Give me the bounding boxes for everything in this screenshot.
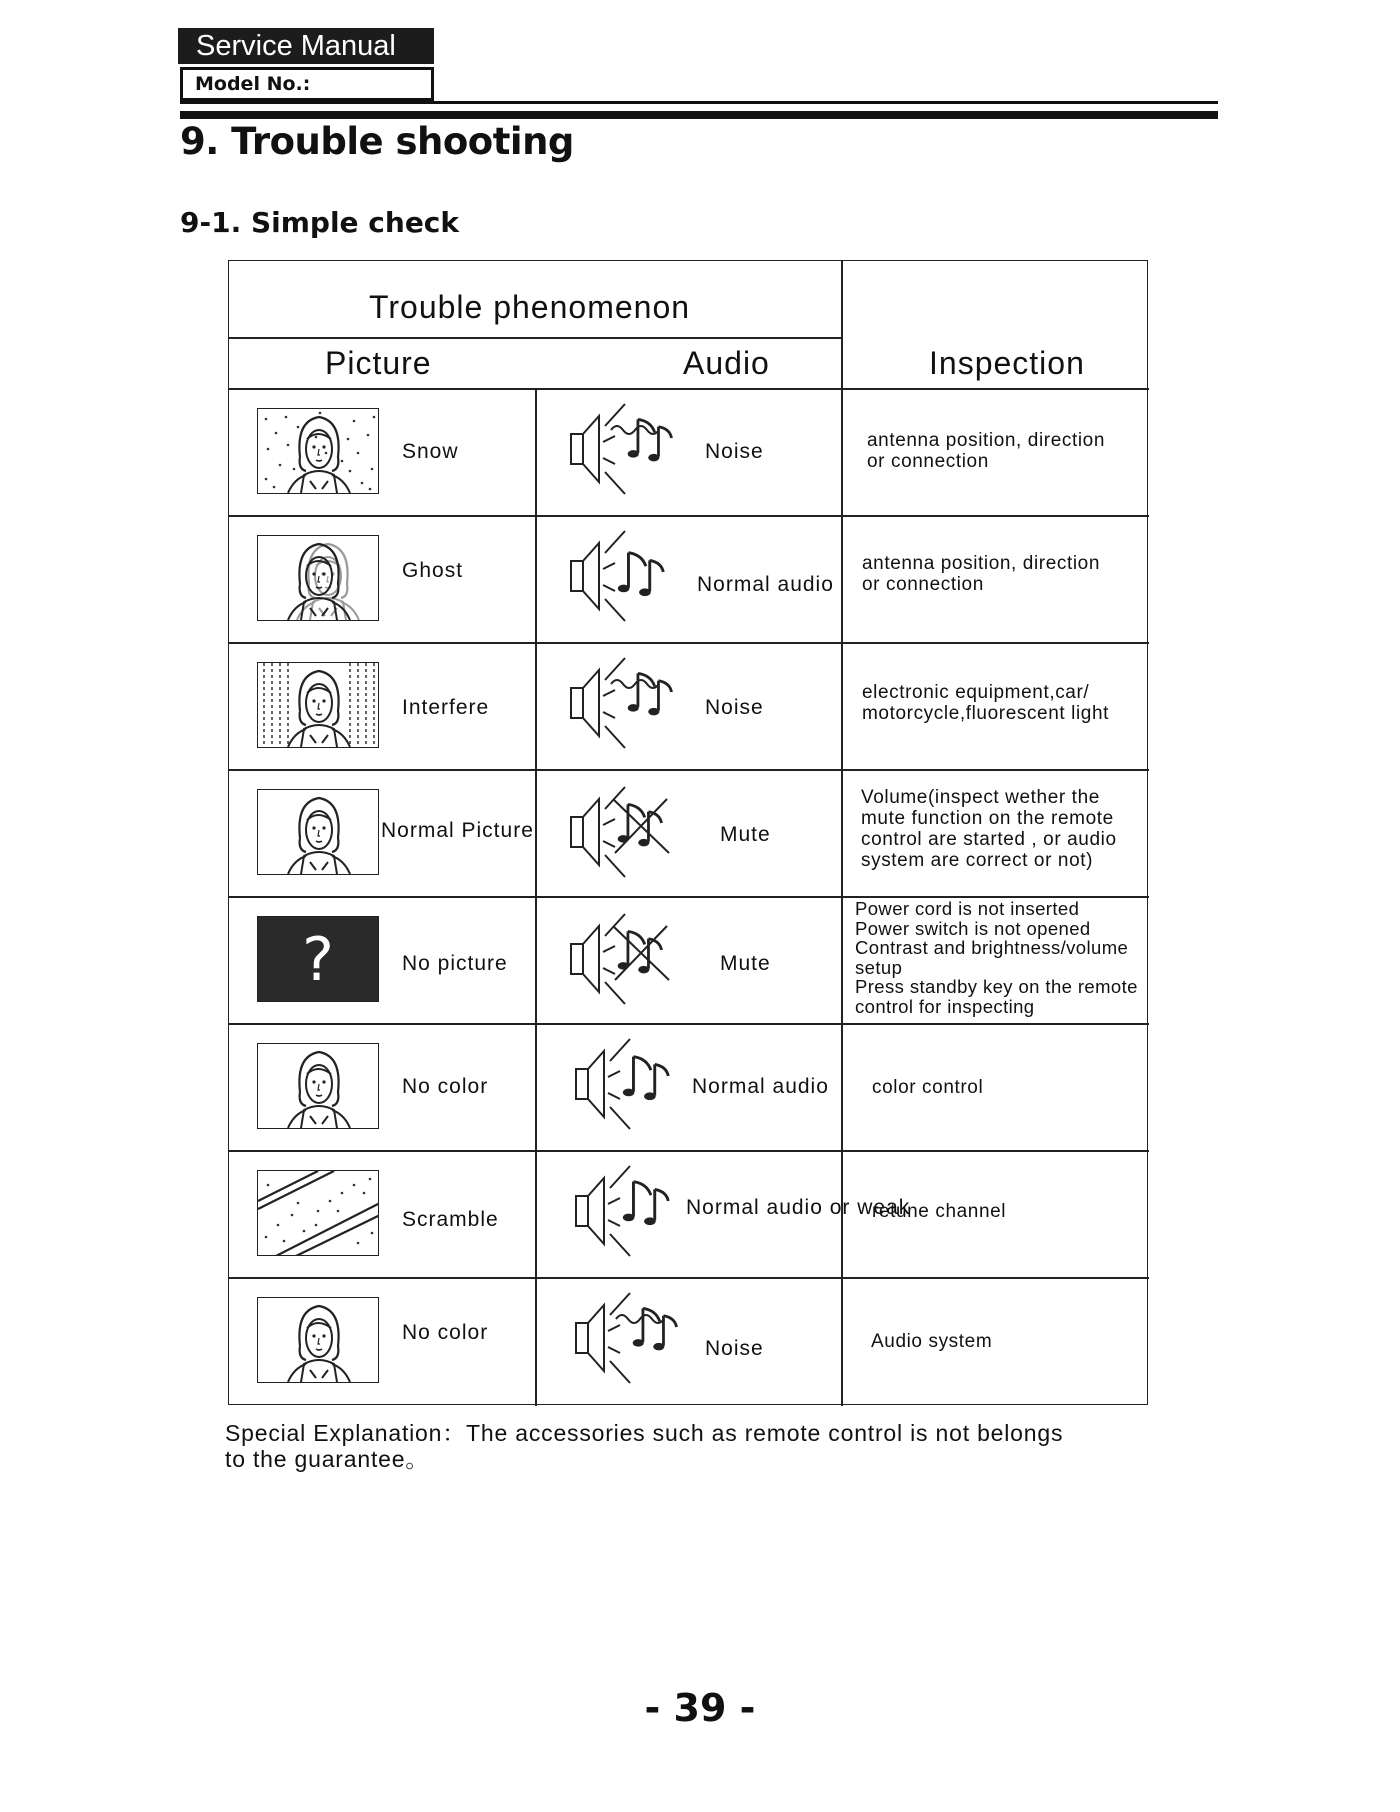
inspection-text: color control	[872, 1077, 984, 1098]
header-divider-phenomenon	[229, 337, 842, 339]
table-row	[229, 1277, 1149, 1404]
trouble-table	[228, 260, 1148, 1405]
speaker-notes-icon	[572, 1033, 702, 1133]
ghost-face-icon	[257, 535, 379, 621]
inspection-text: Volume(inspect wether the mute function on the remote control are started , or audio system are correct or not)	[861, 787, 1117, 871]
inspection-text: antenna position, direction or connection	[862, 553, 1101, 595]
section-title: 9. Trouble shooting	[180, 120, 574, 163]
picture-label: No color	[402, 1075, 489, 1098]
picture-label: Snow	[402, 440, 459, 463]
audio-label: Noise	[705, 696, 764, 719]
speaker-noise-icon	[567, 652, 697, 752]
audio-label: Mute	[720, 952, 771, 975]
audio-label: Normal audio	[697, 573, 834, 596]
speaker-noise-icon	[572, 1287, 702, 1387]
manual-badge: Service Manual	[178, 28, 434, 64]
subsection-title: 9-1. Simple check	[180, 206, 460, 239]
picture-label: Interfere	[402, 696, 490, 719]
inspection-text: Power cord is not inserted Power switch is not opened Contrast and brightness/volume setup Press standby key on the remote control for inspecting	[855, 898, 1138, 1017]
table-row	[229, 896, 1149, 1023]
table-row	[229, 769, 1149, 896]
picture-label: Normal Picture	[381, 819, 534, 842]
picture-label: Ghost	[402, 559, 464, 582]
table-row	[229, 515, 1149, 642]
table-row	[229, 1150, 1149, 1277]
header-rule-thin	[180, 101, 1218, 104]
question-mark-icon: ?	[257, 916, 379, 1002]
picture-label: Scramble	[402, 1208, 499, 1231]
speaker-notes-icon	[572, 1160, 702, 1260]
inspection-text: retune channel	[872, 1201, 1007, 1222]
special-explanation: Special Explanation：The accessories such as remote control is not belongs to the guarantee。	[225, 1420, 1064, 1472]
speaker-mute-icon	[567, 781, 697, 881]
interfere-face-icon	[257, 662, 379, 748]
speaker-notes-icon	[567, 525, 697, 625]
model-number-box: Model No.:	[180, 67, 434, 101]
scramble-icon	[257, 1170, 379, 1256]
normal-face-icon	[257, 1297, 379, 1383]
page-number: - 39 -	[644, 1686, 756, 1730]
header-picture: Picture	[325, 345, 432, 381]
audio-label: Normal audio or weak	[686, 1196, 911, 1219]
picture-label: No picture	[402, 952, 508, 975]
header-audio: Audio	[683, 345, 770, 381]
audio-label: Normal audio	[692, 1075, 829, 1098]
speaker-mute-icon	[567, 908, 697, 1008]
table-row	[229, 388, 1149, 515]
inspection-text: electronic equipment,car/ motorcycle,fluorescent light	[862, 682, 1110, 724]
table-row	[229, 1023, 1149, 1150]
normal-face-icon	[257, 1043, 379, 1129]
picture-label: No color	[402, 1321, 489, 1344]
snow-face-icon	[257, 408, 379, 494]
table-row	[229, 642, 1149, 769]
header-inspection: Inspection	[929, 345, 1085, 381]
header-trouble-phenomenon: Trouble phenomenon	[369, 289, 691, 325]
audio-label: Noise	[705, 1337, 764, 1360]
audio-label: Mute	[720, 823, 771, 846]
audio-label: Noise	[705, 440, 764, 463]
inspection-text: Audio system	[871, 1331, 993, 1352]
normal-face-icon	[257, 789, 379, 875]
inspection-text: antenna position, direction or connection	[867, 430, 1106, 472]
speaker-noise-icon	[567, 398, 697, 498]
